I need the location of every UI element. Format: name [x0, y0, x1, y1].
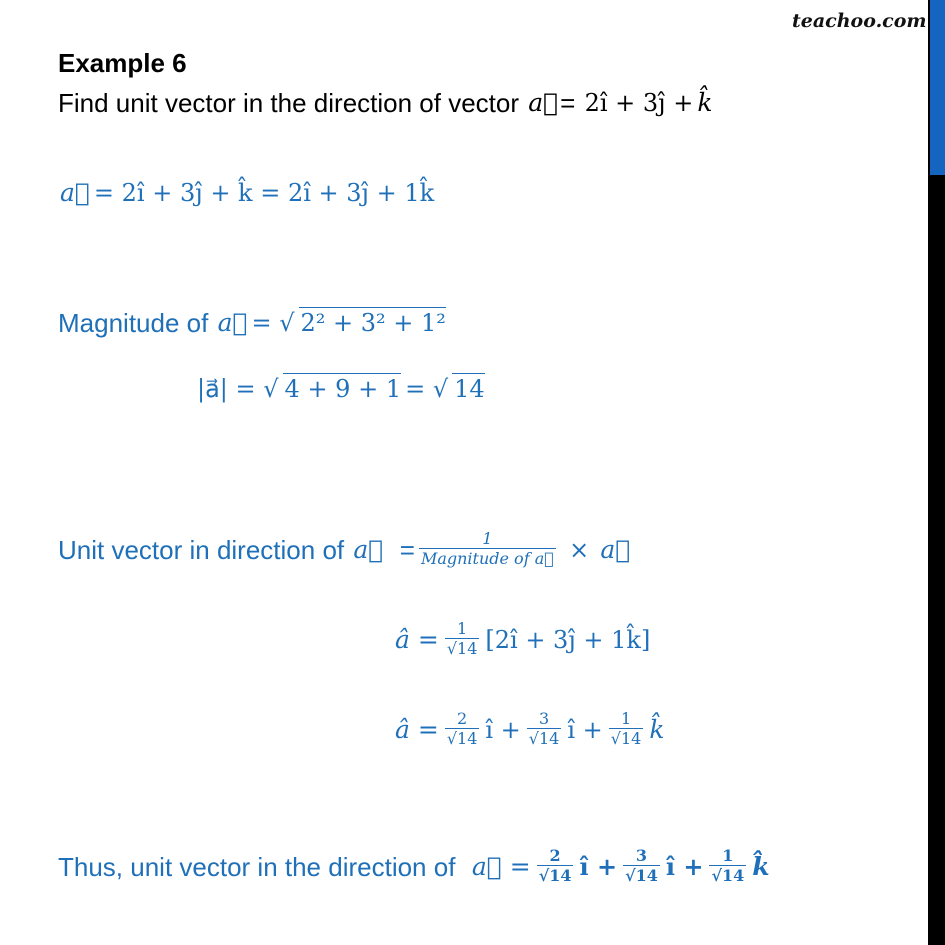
step-lhs: â =: [395, 624, 439, 654]
bracket-expr: [2î + 3ĵ + 1k̂]: [485, 625, 651, 654]
numerator: 3: [635, 846, 648, 865]
fraction: [445, 710, 480, 749]
denominator: √14: [610, 729, 642, 748]
vector-a: a⃗: [217, 307, 248, 337]
step-1: [393, 620, 652, 659]
scrollbar-thumb[interactable]: [930, 0, 945, 175]
teachoo-logo: teachoo.com: [792, 10, 927, 32]
denominator: Magnitude of a⃗: [420, 549, 554, 568]
numerator: 1: [482, 529, 493, 548]
numerator: 2: [457, 709, 468, 728]
equals: =: [399, 534, 415, 565]
vector-a: a⃗: [353, 534, 384, 564]
vector-a: a⃗: [600, 534, 631, 564]
denominator: √14: [446, 729, 478, 748]
unit-term: k̂: [649, 714, 665, 744]
vector-a: a⃗: [528, 88, 559, 117]
denominator: √14: [446, 639, 478, 658]
unit-vector-formula: [58, 530, 632, 569]
denominator: √14: [625, 866, 658, 885]
denominator: √14: [538, 866, 572, 885]
fraction: [527, 710, 562, 749]
equals: =: [560, 88, 576, 118]
unit-term: k̂: [752, 851, 770, 881]
unit-term: î +: [485, 715, 521, 744]
radicand-1: 4 + 9 + 1: [284, 375, 402, 403]
question: [58, 88, 715, 118]
numerator: 1: [457, 619, 468, 638]
vector-a: a⃗: [60, 178, 90, 207]
vector-expansion: [58, 178, 436, 208]
question-rhs: 2î + 3ĵ +: [584, 89, 694, 117]
magnitude-label: Magnitude of: [58, 307, 209, 338]
k-hat: k̂: [697, 88, 713, 117]
conclusion: [58, 847, 772, 886]
abs-mid: = √: [405, 374, 449, 403]
magnitude-line: [58, 307, 448, 338]
abs-lhs: |a⃗| = √: [197, 374, 279, 403]
fraction: [623, 847, 660, 886]
question-text: Find unit vector in the direction of vector: [58, 88, 520, 118]
unit-label: Unit vector in direction of: [58, 534, 345, 565]
step-lhs: â =: [395, 714, 439, 744]
denominator: √14: [711, 866, 745, 885]
fraction: [419, 530, 556, 569]
expansion-text: = 2î + 3ĵ + k̂ = 2î + 3ĵ + 1k̂: [93, 179, 435, 207]
fraction: [609, 710, 644, 749]
radicand-2: 14: [454, 375, 485, 403]
unit-term: î +: [665, 851, 704, 881]
times: ×: [569, 535, 590, 564]
fraction: [445, 620, 480, 659]
unit-term: î +: [567, 715, 603, 744]
abs-line: [195, 373, 487, 404]
numerator: 1: [722, 846, 734, 865]
example-title: Example 6: [58, 48, 187, 78]
fraction: [709, 847, 746, 886]
numerator: 2: [549, 846, 561, 865]
fraction: [537, 847, 574, 886]
magnitude-eq: = √: [251, 308, 295, 337]
conclusion-lhs: a⃗ =: [471, 851, 531, 881]
conclusion-label: Thus, unit vector in the direction of: [58, 851, 456, 882]
numerator: 3: [538, 709, 550, 728]
denominator: √14: [528, 729, 560, 748]
numerator: 1: [620, 709, 632, 728]
unit-term: î +: [579, 851, 618, 881]
step-2: [393, 710, 667, 749]
radicand: 2² + 3² + 1²: [300, 309, 446, 337]
